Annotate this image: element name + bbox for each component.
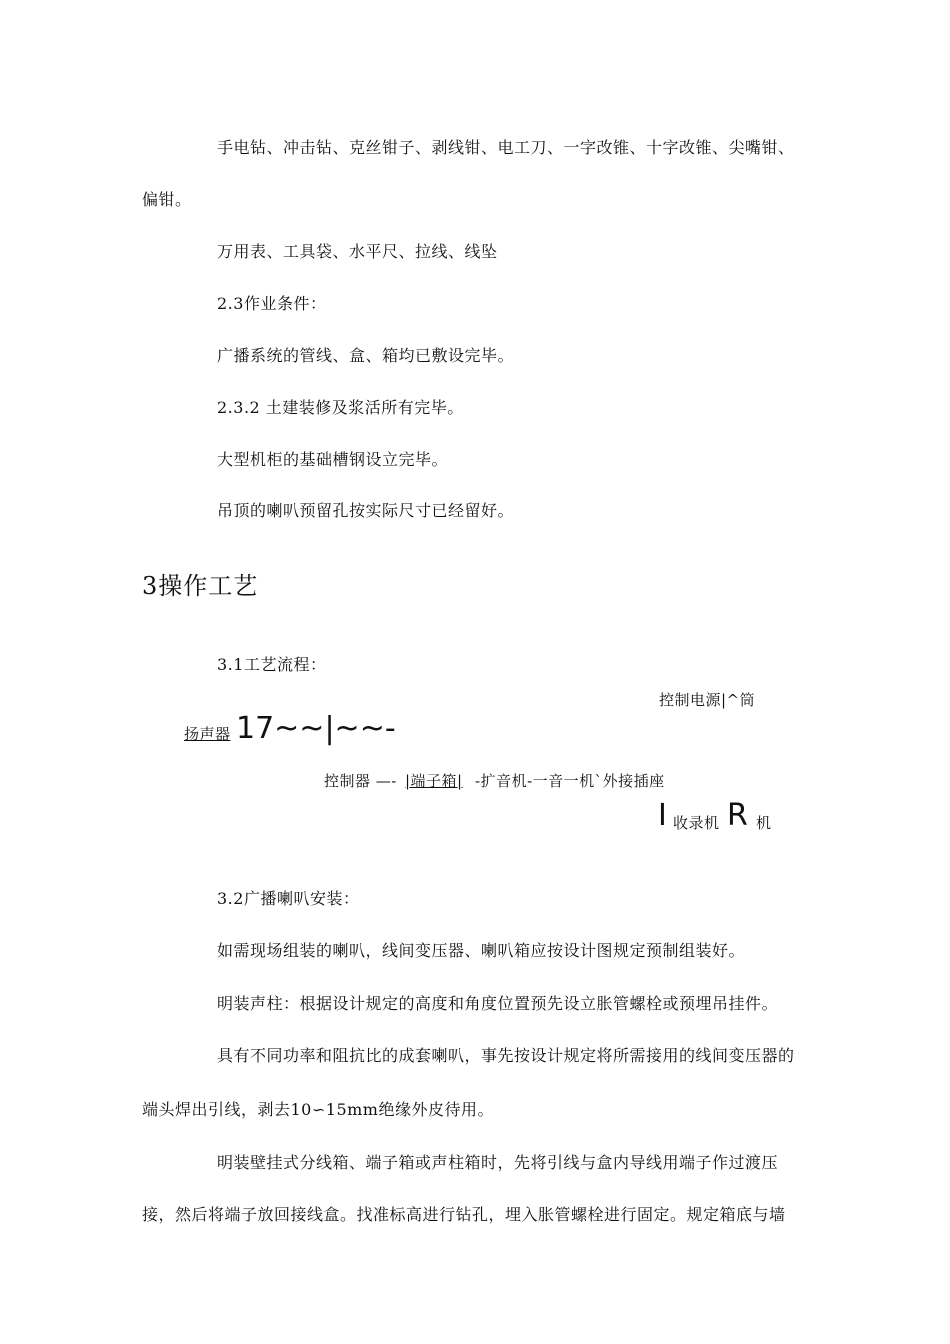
section-2-3-2: 2.3.2 土建装修及浆活所有完毕。 [217, 398, 464, 417]
condition-4: 吊顶的喇叭预留孔按实际尺寸已经留好。 [217, 501, 515, 520]
flow-amplifier-chain: -扩音机-一音一机`外接插座 [475, 772, 665, 790]
body-paragraph-4-line-2: 接，然后将端子放回接线盒。找准标高进行钻孔，埋入胀管螺栓进行固定。规定箱底与墙 [142, 1205, 786, 1224]
flow-controller-label: 控制器 —- [324, 772, 397, 790]
body-paragraph-4-line-1: 明装壁挂式分线箱、端子箱或声柱箱时，先将引线与盒内导线用端子作过渡压 [217, 1153, 779, 1172]
flow-speaker-connector: 17~~|~~- [236, 711, 396, 746]
tools-line-2: 偏钳。 [142, 190, 192, 209]
condition-3: 大型机柜的基础槽钢设立完毕。 [217, 450, 449, 469]
tools-line-1: 手电钻、冲击钻、克丝钳子、剥线钳、电工刀、一字改锥、十字改锥、尖嘴钳、 [217, 138, 795, 157]
flow-speaker-label: 扬声器 [184, 725, 231, 743]
condition-1: 广播系统的管线、盒、箱均已敷设完毕。 [217, 346, 515, 365]
body-paragraph-3-line-2: 端头焊出引线，剥去10∽15mm绝缘外皮待用。 [142, 1100, 494, 1119]
section-3-1-heading: 3.1工艺流程： [217, 655, 327, 674]
body-paragraph-1: 如需现场组装的喇叭，线间变压器、喇叭箱应按设计图规定预制组装好。 [217, 941, 746, 960]
body-paragraph-2: 明装声柱：根据设计规定的高度和角度位置预先设立胀管螺栓或预埋吊挂件。 [217, 994, 779, 1013]
flow-terminal-box: |端子箱| [405, 772, 463, 790]
flow-radio-label: 收录机 [673, 814, 720, 832]
body-paragraph-3-line-1: 具有不同功率和阻抗比的成套喇叭，事先按设计规定将所需接用的线间变压器的 [217, 1046, 795, 1065]
flow-r-glyph: R [727, 798, 749, 833]
flow-power-label: 控制电源|^筒 [659, 691, 756, 709]
section-3-heading: 3操作工艺 [142, 572, 259, 600]
flow-ji-label: 机 [756, 814, 772, 832]
section-2-3-heading: 2.3作业条件： [217, 294, 327, 313]
tools-line-3: 万用表、工具袋、水平尺、拉线、线坠 [217, 242, 498, 261]
flow-bar-glyph: I [658, 798, 668, 833]
section-3-2-heading: 3.2广播喇叭安装： [217, 889, 360, 908]
